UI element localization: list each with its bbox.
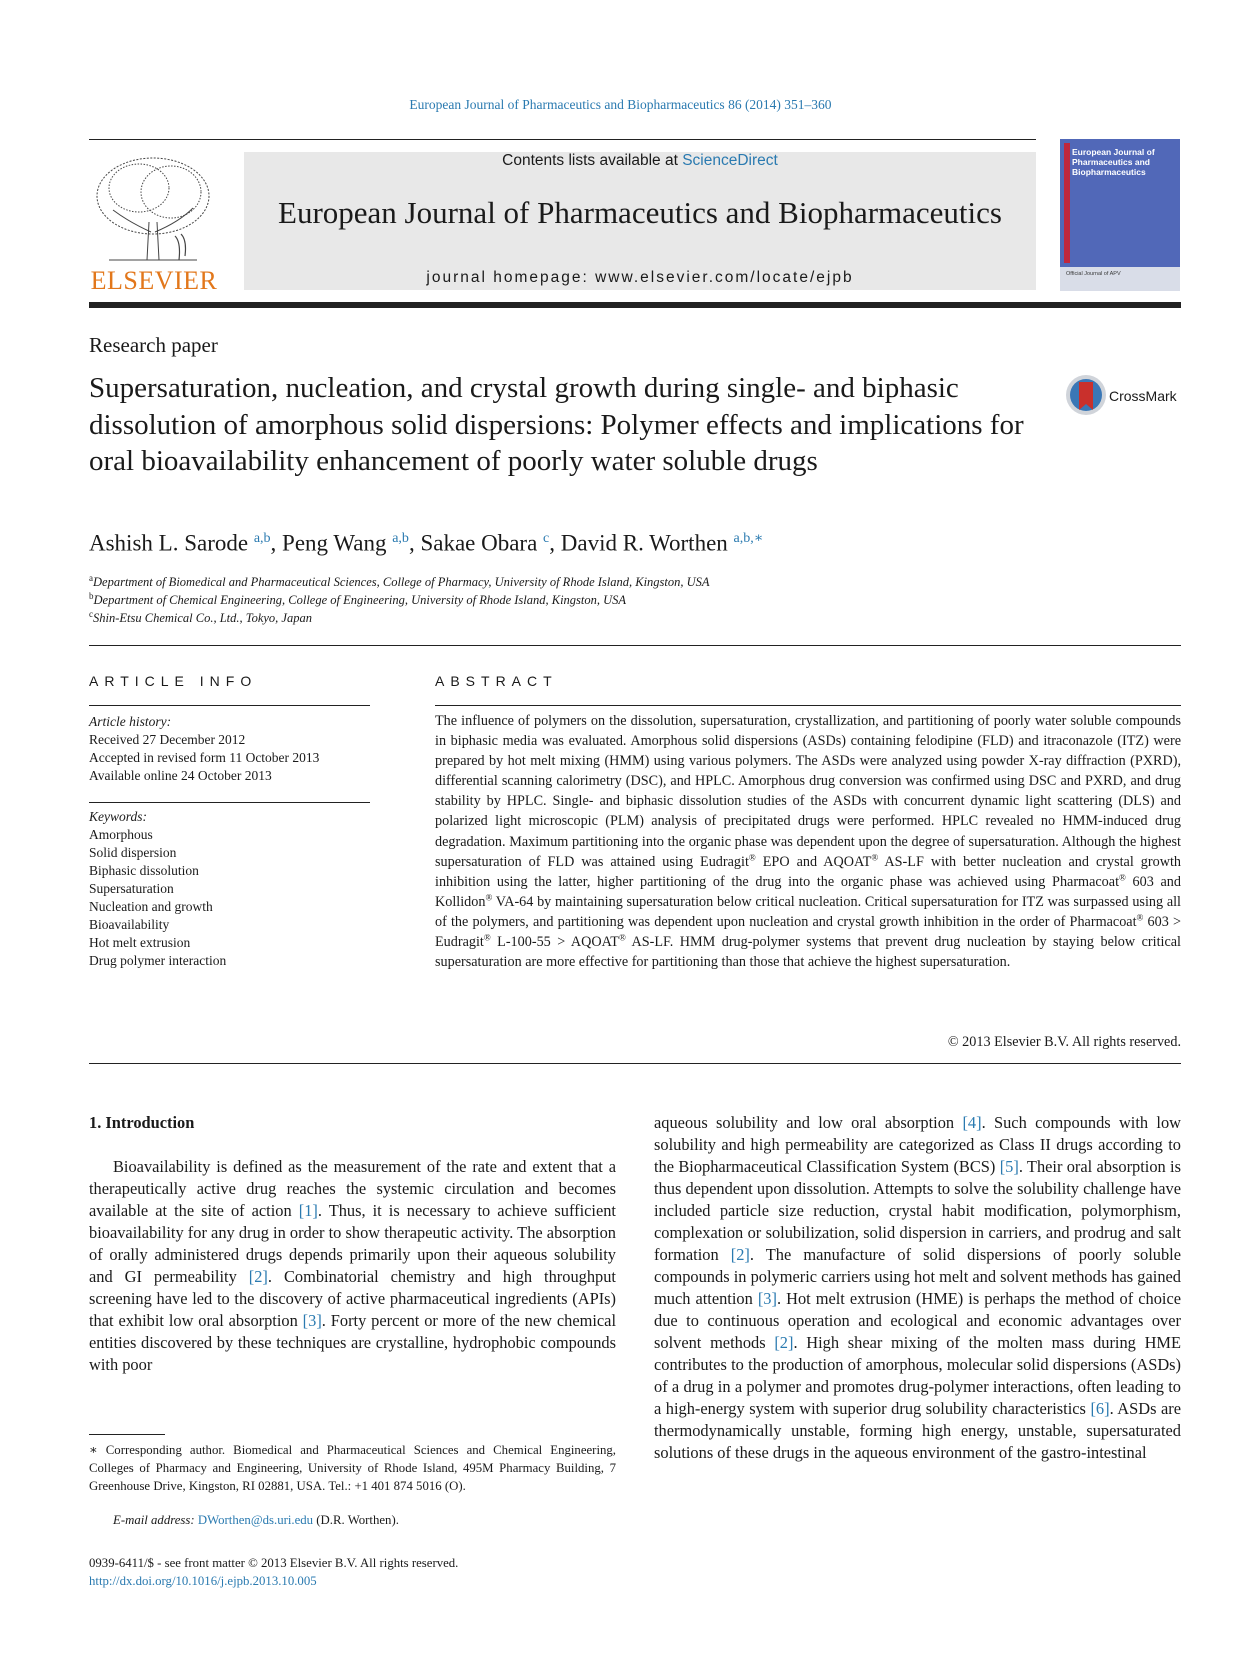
citation-link[interactable]: [1] bbox=[298, 1201, 318, 1220]
email-link[interactable]: DWorthen@ds.uri.edu bbox=[197, 1513, 314, 1527]
intro-left-column: Bioavailability is defined as the measurement of the rate and extent that a therapeutically active drug reaches the systemic circulation and becomes available at the site of action [1]. Thus, it is necessary to achieve sufficient bioavailability for any drug in order to show therapeutic activity. The absorption of orally administered drugs depends primarily upon their aqueous solubility and GI permeability [2]. Combinatorial chemistry and high throughput screening have led to the discovery of active pharmaceutical ingredients (APIs) that exhibit low oral absorption [3]. Forty percent or more of the new chemical entities discovered by these techniques are crystalline, hydrophobic compounds with poor bbox=[89, 1157, 616, 1374]
abstract-text: The influence of polymers on the dissolution, supersaturation, crystallization, and partitioning of poorly water soluble compounds in biphasic media was evaluated. Amorphous solid dispersions (ASDs) containing felodipine (FLD) and itraconazole (ITZ) were prepared by hot melt mixing (HMM) using various polymers. The ASDs were analyzed using powder X-ray diffraction (PXRD), differential scanning calorimetry (DSC), and HPLC. Amorphous drug conversion was confirmed using DSC and PXRD, and drug stability by HPLC. Single- and biphasic dissolution studies of the ASDs with concurrent dynamic light scattering (DLS) and polarized light microscopic (PLM) analysis of precipitated drugs were performed. HPLC revealed no HMM-induced drug degradation. Maximum partitioning into the organic phase was dependent upon the degree of supersaturation. Although the highest supersaturation of FLD was attained using Eudragit® EPO and AQOAT® AS-LF with better nucleation and crystal growth inhibition using the latter, higher partitioning of the drug into the organic phase was achieved using Pharmacoat® 603 and Kollidon® VA-64 by maintaining supersaturation below critical nucleation. Critical supersaturation for ITZ was surpassed using all of the polymers, and partitioning was dependent upon nucleation and crystal growth inhibition in the order of Pharmacoat® 603 > Eudragit® L-100-55 > AQOAT® AS-LF. HMM drug-polymer systems that prevent drug nucleation by staying below critical supersaturation are more effective for partitioning than those that achieve the highest supersaturation. bbox=[435, 713, 1181, 971]
author-name: Ashish L. Sarode bbox=[89, 530, 249, 556]
keyword: Biphasic dissolution bbox=[89, 863, 199, 878]
author-name: Peng Wang bbox=[282, 530, 387, 556]
keyword: Amorphous bbox=[89, 827, 153, 842]
affiliation: $^c$Shin-Etsu Chemical Co., Ltd., Tokyo, Japan bbox=[89, 609, 312, 626]
affiliation: $^b$Department of Chemical Engineering, College of Engineering, University of Rhode Island, Kingston, USA bbox=[89, 591, 627, 608]
keyword: Bioavailability bbox=[89, 917, 170, 932]
history-label: Article history: bbox=[89, 714, 172, 729]
citation-link[interactable]: [2] bbox=[774, 1333, 794, 1352]
email-line: E-mail address: DWorthen@ds.uri.edu (D.R. Worthen). bbox=[113, 1513, 399, 1527]
footnote-rule bbox=[89, 1434, 165, 1435]
keyword: Hot melt extrusion bbox=[89, 935, 191, 950]
crossmark-label[interactable]: CrossMark bbox=[1109, 388, 1177, 404]
keywords-label: Keywords: bbox=[89, 809, 147, 824]
article-history bbox=[89, 713, 319, 785]
header-rule bbox=[89, 139, 1036, 140]
divider bbox=[89, 705, 370, 706]
abstract-copyright: © 2013 Elsevier B.V. All rights reserved. bbox=[947, 1034, 1181, 1050]
citation-link[interactable]: [2] bbox=[730, 1245, 750, 1264]
affiliation: $^a$Department of Biomedical and Pharmaceutical Sciences, College of Pharmacy, University of Rhode Island, Kingston, USA bbox=[89, 573, 710, 590]
citation-link[interactable]: [4] bbox=[962, 1113, 982, 1132]
author-affil-mark[interactable]: a,b bbox=[253, 531, 271, 546]
history-item: Available online 24 October 2013 bbox=[89, 768, 272, 783]
cover-footer bbox=[1060, 267, 1180, 291]
divider bbox=[89, 645, 1181, 646]
author-affil-mark[interactable]: a,b,∗ bbox=[733, 531, 764, 546]
journal-cover-thumbnail bbox=[1060, 139, 1180, 291]
divider bbox=[435, 705, 1181, 706]
keyword: Solid dispersion bbox=[89, 845, 177, 860]
history-item: Received 27 December 2012 bbox=[89, 732, 246, 747]
author-name: David R. Worthen bbox=[560, 530, 728, 556]
journal-citation[interactable]: European Journal of Pharmaceutics and Biopharmaceutics 86 (2014) 351–360 bbox=[409, 97, 832, 112]
cover-title: European Journal of Pharmaceutics and Biopharmaceutics bbox=[1072, 147, 1155, 177]
keywords bbox=[89, 808, 226, 970]
author-affil-mark[interactable]: a,b bbox=[392, 531, 409, 546]
journal-homepage[interactable]: journal homepage: www.elsevier.com/locate/ejpb bbox=[426, 269, 854, 286]
crossmark-icon[interactable] bbox=[1065, 374, 1107, 416]
author-affil-mark[interactable]: c bbox=[543, 531, 550, 546]
author-list: Ashish L. Sarode $^{a,b}$, Peng Wang $^{a,b}$, Sakae Obara $^c$, David R. Worthen $^{a,b,∗}$ bbox=[89, 530, 764, 556]
sciencedirect-link[interactable]: ScienceDirect bbox=[682, 152, 778, 169]
citation-link[interactable]: [5] bbox=[999, 1157, 1019, 1176]
paper-title: Supersaturation, nucleation, and crystal growth during single- and biphasic dissolution of amorphous solid dispersions: Polymer effects and implications for oral bioavailability enhancement of poorly water soluble drugs bbox=[89, 372, 1024, 477]
history-item: Accepted in revised form 11 October 2013 bbox=[89, 750, 320, 765]
section-type: Research paper bbox=[89, 333, 218, 357]
keyword: Drug polymer interaction bbox=[89, 953, 227, 968]
doi-link[interactable]: http://dx.doi.org/10.1016/j.ejpb.2013.10.005 bbox=[89, 1574, 317, 1588]
article-info-heading: ARTICLE INFO bbox=[89, 673, 258, 689]
section-heading: 1. Introduction bbox=[89, 1113, 195, 1132]
citation-link[interactable]: [2] bbox=[248, 1267, 268, 1286]
corresponding-author-note: ∗ Corresponding author. Biomedical and Pharmaceutical Sciences and Chemical Engineering, Colleges of Pharmacy and Engineering, University of Rhode Island, 495M Pharmacy Building, 7 Greenhouse Drive, Kingston, RI 02881, USA. Tel.: +1 401 874 5016 (O). bbox=[89, 1443, 616, 1493]
author-name: Sakae Obara bbox=[420, 530, 538, 556]
divider bbox=[89, 802, 370, 803]
citation-link[interactable]: [3] bbox=[757, 1289, 777, 1308]
keyword: Supersaturation bbox=[89, 881, 174, 896]
front-matter: 0939-6411/$ - see front matter © 2013 Elsevier B.V. All rights reserved. bbox=[89, 1556, 459, 1570]
elsevier-tree-icon bbox=[89, 152, 217, 264]
abstract-heading: ABSTRACT bbox=[435, 673, 558, 689]
intro-right-column: aqueous solubility and low oral absorption [4]. Such compounds with low solubility and high permeability are categorized as Class II drugs according to the Biopharmaceutical Classification System (BCS) [5]. Their oral absorption is thus dependent upon dissolution. Attempts to solve the solubility challenge have included particle size reduction, crystal habit modification, polymorphism, complexation or solubilization, solid dispersion in carriers, and prodrug and salt formation [2]. The manufacture of solid dispersions of poorly soluble compounds in polymeric carriers using hot melt and solvent methods has gained much attention [3]. Hot melt extrusion (HME) is perhaps the method of choice due to continuous operation and ecological and economic advantages over solvent methods [2]. High shear mixing of the molten mass during HME contributes to the production of amorphous, molecular solid dispersions (ASDs) of a drug in a polymer and promotes drug-polymer interactions, often leading to a high-energy system with superior drug solubility characteristics [6]. ASDs are thermodynamically unstable, forming high energy, unstable, supersaturated solutions of these drugs in the aqueous environment of the gastro-intestinal bbox=[654, 1113, 1182, 1462]
citation-link[interactable]: [6] bbox=[1090, 1399, 1110, 1418]
journal-title: European Journal of Pharmaceutics and Biopharmaceutics bbox=[278, 195, 1002, 230]
cover-footer-text: Official Journal of APV bbox=[1066, 271, 1121, 277]
citation-link[interactable]: [3] bbox=[302, 1311, 322, 1330]
elsevier-logo-text: ELSEVIER bbox=[90, 266, 218, 295]
thick-header-rule bbox=[89, 302, 1181, 308]
contents-line: Contents lists available at ScienceDirect bbox=[502, 152, 778, 169]
cover-stripe bbox=[1064, 143, 1070, 263]
keyword: Nucleation and growth bbox=[89, 899, 213, 914]
divider bbox=[89, 1063, 1181, 1064]
